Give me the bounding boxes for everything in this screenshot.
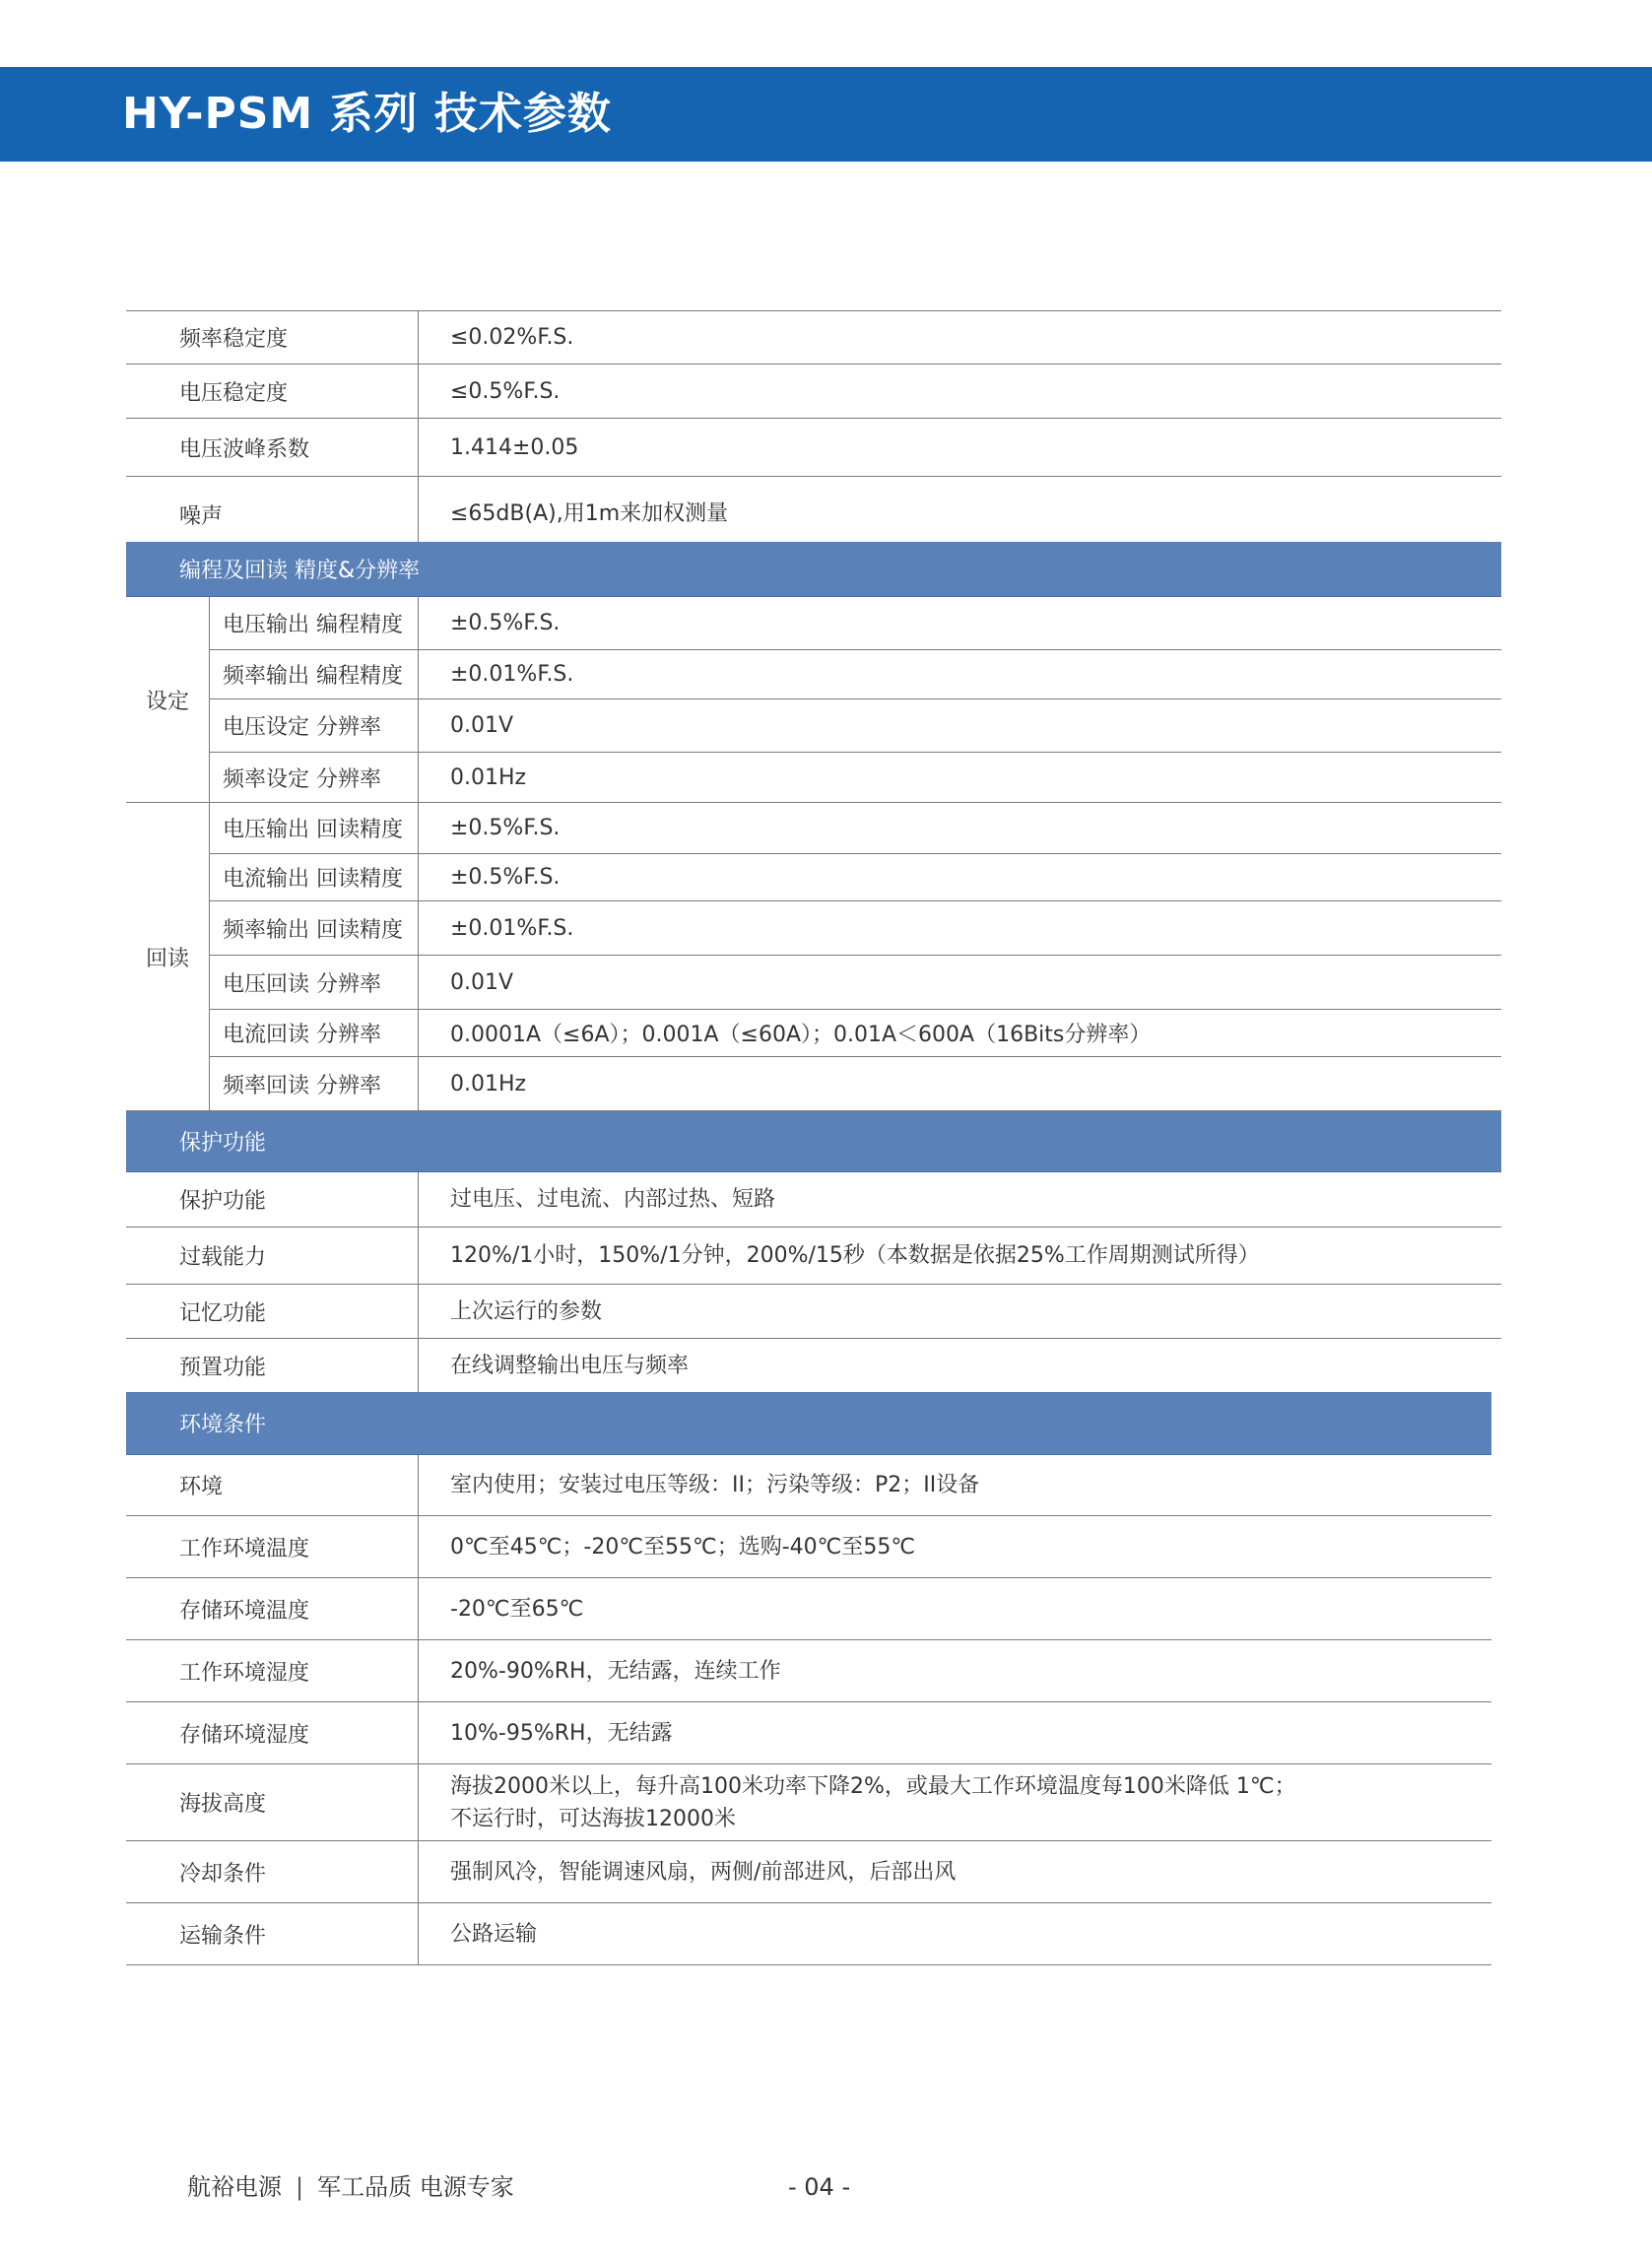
- row-value: 0.01Hz: [418, 1057, 1501, 1110]
- row-label: 频率设定 分辨率: [223, 766, 381, 792]
- row-label: 电压输出 编程精度: [223, 613, 403, 637]
- header-bar: [0, 67, 1652, 162]
- row-label: 记忆功能: [179, 1300, 267, 1326]
- row-value: ±0.01%F.S.: [418, 901, 1501, 955]
- row-value: ≤65dB(A),用1m来加权测量: [418, 477, 1501, 542]
- table-row: [209, 803, 1501, 854]
- row-label: 电压设定 分辨率: [223, 715, 381, 740]
- table-row: [126, 1455, 1491, 1516]
- row-value: 1.414±0.05: [418, 419, 1501, 476]
- readback-group: [126, 803, 1501, 1111]
- page-title: HY-PSM 系列 技术参数: [122, 89, 612, 139]
- table-row: [209, 956, 1501, 1010]
- table-row: [126, 365, 1501, 419]
- table-row: [126, 1339, 1501, 1392]
- row-value: 在线调整输出电压与频率: [418, 1339, 1501, 1392]
- row-label: 频率回读 分辨率: [223, 1073, 381, 1098]
- row-value: 0℃至45℃；-20℃至55℃；选购-40℃至55℃: [418, 1516, 1491, 1577]
- setting-group: [126, 597, 1501, 803]
- row-value: 0.01V: [418, 956, 1501, 1009]
- row-label: 噪声: [179, 504, 224, 529]
- group-label: 回读: [126, 803, 210, 1110]
- row-value: 0.01V: [418, 699, 1501, 752]
- row-value: [418, 1764, 1491, 1840]
- row-label: 存储环境湿度: [179, 1722, 310, 1748]
- row-label: 频率输出 回读精度: [223, 917, 403, 943]
- row-label: 冷却条件: [179, 1861, 267, 1887]
- row-value: ≤0.02%F.S.: [418, 311, 1501, 364]
- group-label: 设定: [126, 597, 210, 802]
- row-label: 保护功能: [179, 1189, 267, 1214]
- table-row: [209, 650, 1501, 699]
- row-value: -20℃至65℃: [418, 1578, 1491, 1639]
- spec-table: [126, 310, 1501, 1965]
- row-label: 频率输出 编程精度: [223, 664, 403, 689]
- table-row: [209, 1057, 1501, 1110]
- row-value: 0.01Hz: [418, 753, 1501, 802]
- row-value: ≤0.5%F.S.: [418, 365, 1501, 418]
- row-value: 10%-95%RH，无结露: [418, 1702, 1491, 1763]
- section-header-environment: 环境条件: [126, 1392, 1491, 1455]
- row-label: 电压稳定度: [179, 380, 289, 406]
- table-row: [209, 699, 1501, 753]
- table-row: [209, 753, 1501, 802]
- footer-slogan: 军工品质 电源专家: [317, 2173, 514, 2201]
- row-value: 20%-90%RH，无结露，连续工作: [418, 1640, 1491, 1701]
- table-row: [209, 901, 1501, 956]
- table-row: [209, 854, 1501, 901]
- section-header-programming: 编程及回读 精度&分辨率: [126, 542, 1501, 597]
- table-row: [126, 1228, 1501, 1285]
- table-row: [209, 1010, 1501, 1057]
- row-value: 120%/1小时，150%/1分钟，200%/15秒（本数据是依据25%工作周期测试所得）: [418, 1228, 1501, 1284]
- row-label: 工作环境温度: [179, 1536, 310, 1561]
- row-value: 公路运输: [418, 1903, 1491, 1964]
- row-value: ±0.5%F.S.: [418, 803, 1501, 853]
- table-row: [209, 597, 1501, 650]
- row-value: 室内使用；安装过电压等级：II；污染等级：P2；II设备: [418, 1455, 1491, 1515]
- row-label: 电流回读 分辨率: [223, 1023, 381, 1047]
- section-header-protection: 保护功能: [126, 1111, 1501, 1172]
- row-value-line: 海拔2000米以上，每升高100米功率下降2%，或最大工作环境温度每100米降低 1℃；: [450, 1773, 1296, 1799]
- table-row: [126, 1903, 1491, 1965]
- row-label: 电压波峰系数: [179, 436, 310, 462]
- row-value: ±0.5%F.S.: [418, 854, 1501, 900]
- row-label: 电压回读 分辨率: [223, 971, 381, 997]
- table-row: [126, 1172, 1501, 1228]
- table-row: [126, 310, 1501, 365]
- page-number: - 04 -: [788, 2173, 851, 2201]
- row-label: 海拔高度: [179, 1792, 267, 1817]
- row-value-line: 不运行时，可达海拔12000米: [450, 1806, 736, 1831]
- row-label: 电流输出 回读精度: [223, 867, 403, 892]
- row-label: 频率稳定度: [179, 327, 289, 352]
- row-label: 电压输出 回读精度: [223, 818, 403, 842]
- row-label: 过载能力: [179, 1245, 267, 1270]
- row-label: 预置功能: [179, 1355, 267, 1380]
- row-label: 存储环境温度: [179, 1598, 310, 1624]
- row-label: 环境: [179, 1475, 224, 1499]
- row-value: ±0.5%F.S.: [418, 597, 1501, 649]
- row-value: 过电压、过电流、内部过热、短路: [418, 1172, 1501, 1227]
- table-row: [126, 419, 1501, 477]
- table-row: [126, 1578, 1491, 1640]
- table-row: [126, 477, 1501, 542]
- footer-brand: 航裕电源: [187, 2173, 282, 2201]
- footer-brand-line: [187, 2167, 514, 2202]
- footer-separator: |: [296, 2173, 304, 2201]
- table-row: [126, 1516, 1491, 1578]
- row-label: 工作环境湿度: [179, 1660, 310, 1686]
- table-row: [126, 1764, 1491, 1841]
- row-value: ±0.01%F.S.: [418, 650, 1501, 698]
- table-row: [126, 1640, 1491, 1702]
- row-value: 上次运行的参数: [418, 1285, 1501, 1338]
- row-label: 运输条件: [179, 1923, 267, 1949]
- table-row: [126, 1841, 1491, 1903]
- table-row: [126, 1285, 1501, 1339]
- table-row: [126, 1702, 1491, 1764]
- row-value: 0.0001A（≤6A）；0.001A（≤60A）；0.01A＜600A（16Bits分辨率）: [418, 1010, 1501, 1056]
- row-value: 强制风冷，智能调速风扇，两侧/前部进风，后部出风: [418, 1841, 1491, 1902]
